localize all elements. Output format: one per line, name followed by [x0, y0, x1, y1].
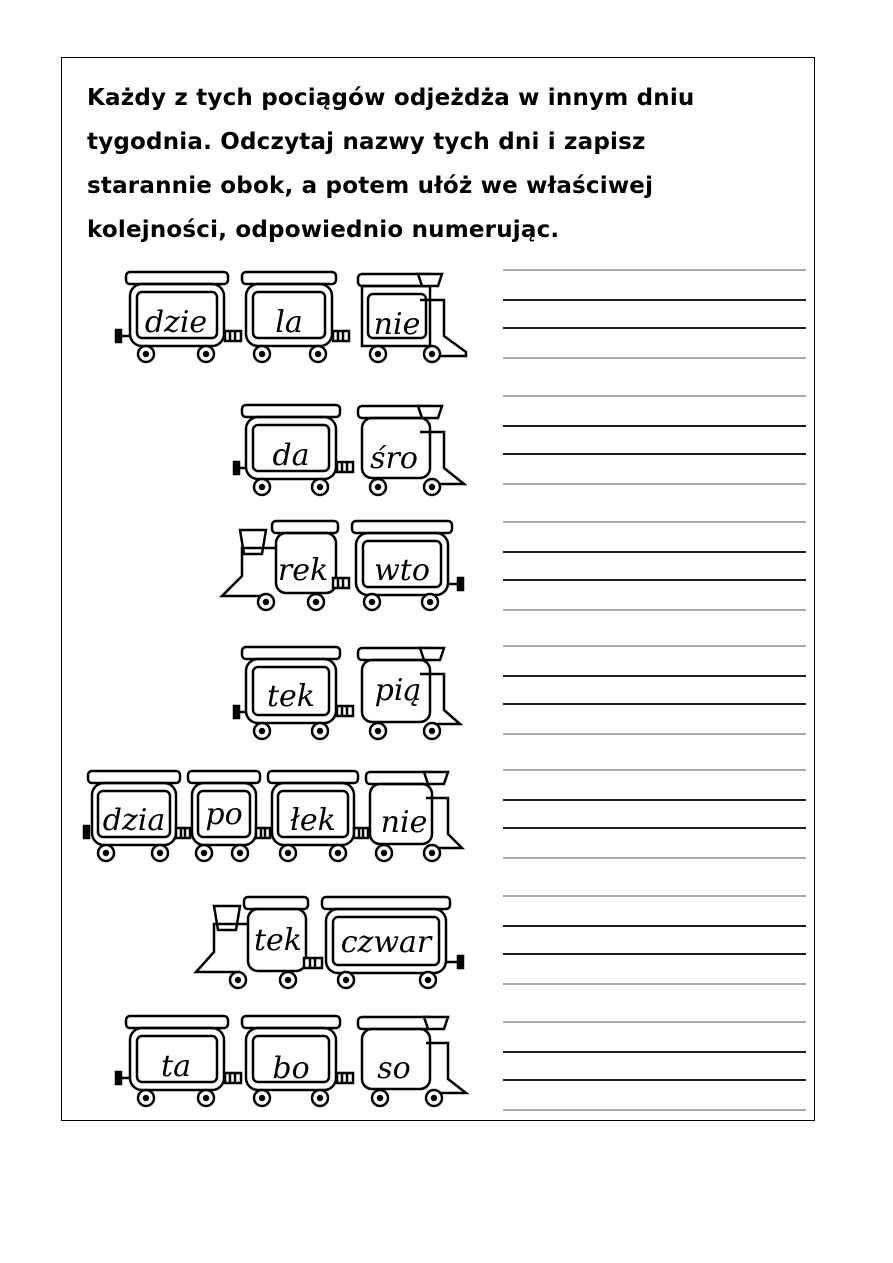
train-3-syllable-2: wto: [374, 553, 430, 588]
train-6-syllable-2: czwar: [340, 925, 432, 960]
train-1-syllable-1: dzie: [144, 305, 208, 340]
train-7-locomotive: [358, 1017, 466, 1106]
train-5-syllable-3: łek: [290, 803, 336, 838]
instruction-text: Każdy z tych pociągów odjeżdża w innym dniu tygodnia. Odczytaj nazwy tych dni i zapisz starannie obok, a potem ułóż we właściwej kolejności, odpowiednio numerując.: [87, 85, 695, 243]
train-1-syllable-3: nie: [373, 307, 421, 342]
writing-lines[interactable]: [503, 270, 806, 1110]
train-7-syllable-2: bo: [272, 1051, 310, 1086]
train-5-syllable-2: po: [205, 797, 243, 832]
train-2: [234, 405, 464, 495]
train-2-syllable-1: da: [272, 438, 310, 473]
train-7-syllable-1: ta: [161, 1049, 191, 1084]
train-5-syllable-4: nie: [380, 805, 428, 840]
train-4-syllable-2: pią: [374, 673, 422, 708]
train-2-syllable-2: śro: [370, 441, 418, 476]
train-1-syllable-2: la: [275, 305, 303, 340]
train-5-syllable-1: dzia: [102, 803, 166, 838]
train-3-syllable-1: rek: [277, 553, 329, 588]
train-6-syllable-1: tek: [254, 923, 302, 958]
train-7-syllable-3: so: [377, 1051, 411, 1086]
train-4-syllable-1: tek: [267, 679, 315, 714]
